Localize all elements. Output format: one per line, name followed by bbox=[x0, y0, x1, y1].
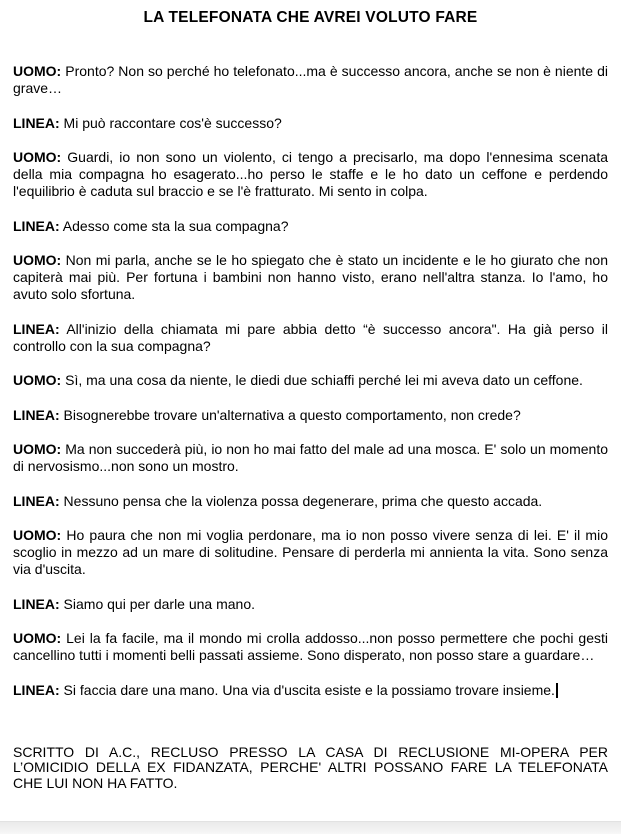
dialogue-text: Bisognerebbe trovare un'alternativa a questo comportamento, non crede? bbox=[59, 406, 521, 423]
dialogue-text: Guardi, io non sono un violento, ci tengo a precisarlo, ma dopo l'ennesima scenata della mia compagna ho esagerato...ho perso le staffe e le ho dato un ceffone e perdendo l'equilibrio è caduta sul braccio e se l'è fratturato. Mi sento in colpa. bbox=[13, 149, 608, 199]
dialogue-paragraph bbox=[13, 63, 608, 97]
dialogue-paragraph bbox=[13, 115, 608, 132]
speaker-label: UOMO: bbox=[13, 149, 62, 165]
dialogue-paragraph bbox=[13, 682, 608, 699]
speaker-label: UOMO: bbox=[13, 441, 62, 457]
dialogue-paragraph bbox=[13, 441, 608, 475]
dialogue-paragraph bbox=[13, 149, 608, 200]
dialogue-text: Ho paura che non mi voglia perdonare, ma io non posso vivere senza di lei. E' il mio scoglio in mezzo ad un mare di solitudine. Pensare di perderla mi annienta la vita. Sono senza via d'uscita. bbox=[13, 527, 608, 577]
dialogue-text: Siamo qui per darle una mano. bbox=[59, 595, 256, 612]
dialogue-paragraph bbox=[13, 407, 608, 424]
page-bottom-edge bbox=[0, 821, 621, 834]
dialogue-paragraph bbox=[13, 630, 608, 664]
dialogue-text: Lei la fa facile, ma il mondo mi crolla addosso...non posso permettere che pochi gesti cancellino tutti i momenti belli passati assieme. Sono disperato, non posso stare a guardare… bbox=[13, 630, 608, 663]
dialogue-paragraph bbox=[13, 218, 608, 235]
speaker-label: UOMO: bbox=[13, 63, 62, 79]
speaker-label: UOMO: bbox=[13, 252, 62, 268]
speaker-label: LINEA: bbox=[13, 595, 60, 612]
dialogue-paragraph bbox=[13, 527, 608, 578]
dialogue-text: Si faccia dare una mano. Una via d'uscita esiste e la possiamo trovare insieme. bbox=[59, 681, 555, 698]
dialogue-text: Adesso come sta la sua compagna? bbox=[59, 217, 289, 234]
speaker-label: LINEA: bbox=[13, 114, 60, 131]
text-caret bbox=[556, 683, 559, 698]
dialogue-paragraph bbox=[13, 372, 608, 389]
dialogue-text: Non mi parla, anche se le ho spiegato che è stato un incidente e le ho giurato che non capiterà mai più. Per fortuna i bambini non hanno visto, erano nell'altra stanza. Io l'amo, ho avuto solo sfortuna. bbox=[13, 252, 608, 302]
dialogue-text: Ma non succederà più, io non ho mai fatto del male ad una mosca. E' solo un momento di nervosismo...non sono un mostro. bbox=[13, 441, 608, 474]
dialogue-text: All'inizio della chiamata mi pare abbia detto “è successo ancora". Ha già perso il controllo con la sua compagna? bbox=[13, 320, 608, 354]
dialogue-paragraph bbox=[13, 252, 608, 303]
dialogue-text: Pronto? Non so perché ho telefonato...ma è successo ancora, anche se non è niente di grave… bbox=[13, 63, 608, 96]
speaker-label: LINEA: bbox=[13, 681, 60, 698]
speaker-label: UOMO: bbox=[13, 372, 62, 388]
footer-note: SCRITTO DI A.C., RECLUSO PRESSO LA CASA DI RECLUSIONE MI-OPERA PER L’OMICIDIO DELLA EX FIDANZATA, PERCHE' ALTRI POSSANO FARE LA TELEFONATA CHE LUI NON HA FATTO. bbox=[13, 743, 608, 791]
speaker-label: LINEA: bbox=[13, 320, 60, 337]
dialogue-paragraph bbox=[13, 321, 608, 355]
speaker-label: LINEA: bbox=[13, 492, 60, 509]
dialogue-text: Mi può raccontare cos'è successo? bbox=[59, 114, 282, 131]
speaker-label: LINEA: bbox=[13, 217, 60, 234]
page-title: LA TELEFONATA CHE AVREI VOLUTO FARE bbox=[143, 9, 478, 26]
dialogue-text: Sì, ma una cosa da niente, le diedi due schiaffi perché lei mi aveva dato un ceffone. bbox=[61, 372, 583, 388]
speaker-label: UOMO: bbox=[13, 527, 62, 543]
dialogue-paragraph bbox=[13, 596, 608, 613]
dialogue bbox=[13, 63, 608, 699]
dialogue-paragraph bbox=[13, 493, 608, 510]
dialogue-text: Nessuno pensa che la violenza possa degenerare, prima che questo accada. bbox=[59, 492, 543, 509]
speaker-label: UOMO: bbox=[13, 630, 62, 646]
speaker-label: LINEA: bbox=[13, 406, 60, 423]
